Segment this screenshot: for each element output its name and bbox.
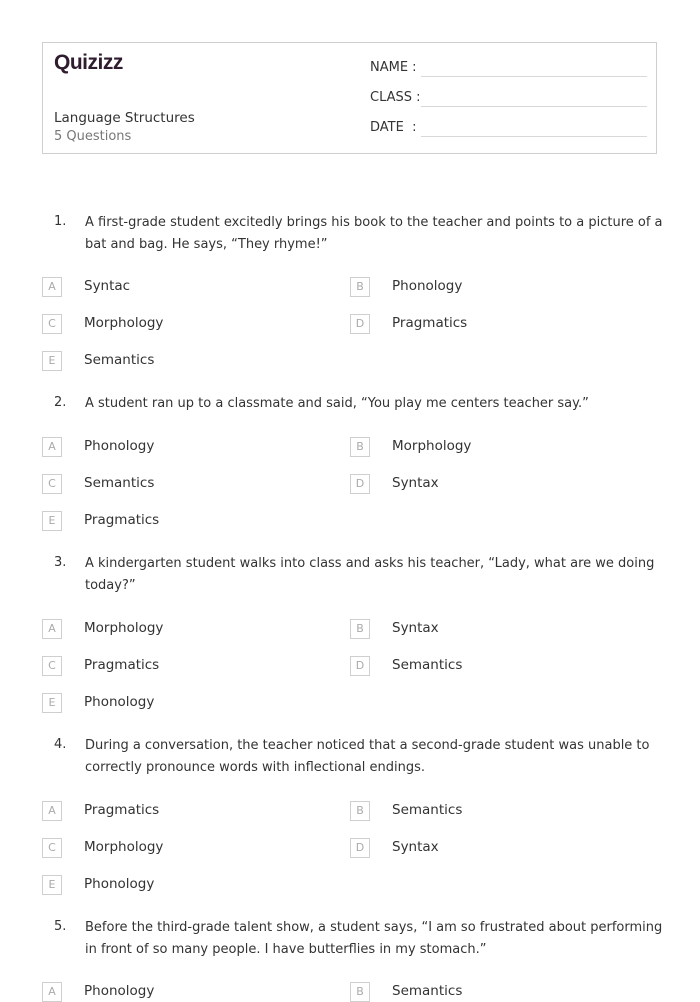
option-label: Semantics (84, 352, 155, 368)
option-label: Pragmatics (84, 512, 160, 528)
option-letter-box: C (42, 474, 62, 494)
question-text: During a conversation, the teacher noticed that a second-grade student was unable to correctly pronounce words with inflectional endings. (85, 738, 650, 775)
option-letter-box: D (350, 838, 370, 858)
option-letter-box: E (42, 693, 62, 713)
option-letter-box: D (350, 314, 370, 334)
option-label: Pragmatics (84, 802, 160, 818)
option-label: Phonology (84, 876, 155, 892)
option-letter-box: E (42, 875, 62, 895)
option-label: Syntax (392, 620, 439, 636)
option-letter-box: C (42, 838, 62, 858)
option-letter-box: A (42, 801, 62, 821)
option-label: Syntac (84, 278, 131, 294)
question-number: 3. (54, 555, 67, 570)
name-line (421, 76, 647, 77)
option-label: Morphology (84, 620, 164, 636)
date-line (421, 136, 647, 137)
option-letter-box: B (350, 801, 370, 821)
option-letter-box: B (350, 277, 370, 297)
option-label: Semantics (392, 657, 463, 673)
question-text: A first-grade student excitedly brings his book to the teacher and points to a picture of a bat and bag. He says, “They rhyme!” (85, 215, 663, 252)
worksheet-header (42, 42, 657, 154)
question-text: Before the third-grade talent show, a student says, “I am so frustrated about performing in front of so many people. I have butterflies in my stomach.” (85, 920, 663, 957)
option-label: Semantics (392, 802, 463, 818)
question-number: 1. (54, 214, 67, 229)
option-letter-box: A (42, 619, 62, 639)
option-label: Phonology (392, 278, 463, 294)
option-label: Semantics (392, 983, 463, 999)
option-letter-box: E (42, 351, 62, 371)
question-text: A kindergarten student walks into class and asks his teacher, “Lady, what are we doing today?” (85, 556, 655, 593)
option-letter-box: E (42, 511, 62, 531)
option-letter-box: D (350, 474, 370, 494)
option-letter-box: B (350, 982, 370, 1002)
option-letter-box: B (350, 619, 370, 639)
option-label: Morphology (392, 438, 472, 454)
option-letter-box: D (350, 656, 370, 676)
option-label: Pragmatics (84, 657, 160, 673)
question-text: A student ran up to a classmate and said, “You play me centers teacher say.” (85, 396, 589, 411)
option-label: Syntax (392, 475, 439, 491)
question-number: 4. (54, 737, 67, 752)
option-letter-box: C (42, 314, 62, 334)
class-line (421, 106, 647, 107)
question-number: 2. (54, 395, 67, 410)
option-label: Phonology (84, 694, 155, 710)
option-label: Phonology (84, 438, 155, 454)
option-label: Syntax (392, 839, 439, 855)
option-label: Morphology (84, 839, 164, 855)
option-letter-box: A (42, 982, 62, 1002)
option-letter-box: C (42, 656, 62, 676)
option-label: Semantics (84, 475, 155, 491)
option-label: Pragmatics (392, 315, 468, 331)
option-label: Morphology (84, 315, 164, 331)
option-letter-box: B (350, 437, 370, 457)
question-count: 5 Questions (54, 129, 132, 144)
worksheet-title: Language Structures (54, 110, 195, 126)
name-field[interactable] (370, 60, 417, 75)
date-label: DATE : (370, 120, 417, 135)
option-letter-box: A (42, 277, 62, 297)
option-letter-box: A (42, 437, 62, 457)
option-label: Phonology (84, 983, 155, 999)
date-field[interactable] (370, 120, 416, 135)
class-field[interactable] (370, 90, 421, 105)
quizizz-logo: Quizizz (54, 51, 123, 74)
question-number: 5. (54, 919, 67, 934)
class-label: CLASS : (370, 90, 421, 105)
name-label: NAME : (370, 60, 417, 75)
